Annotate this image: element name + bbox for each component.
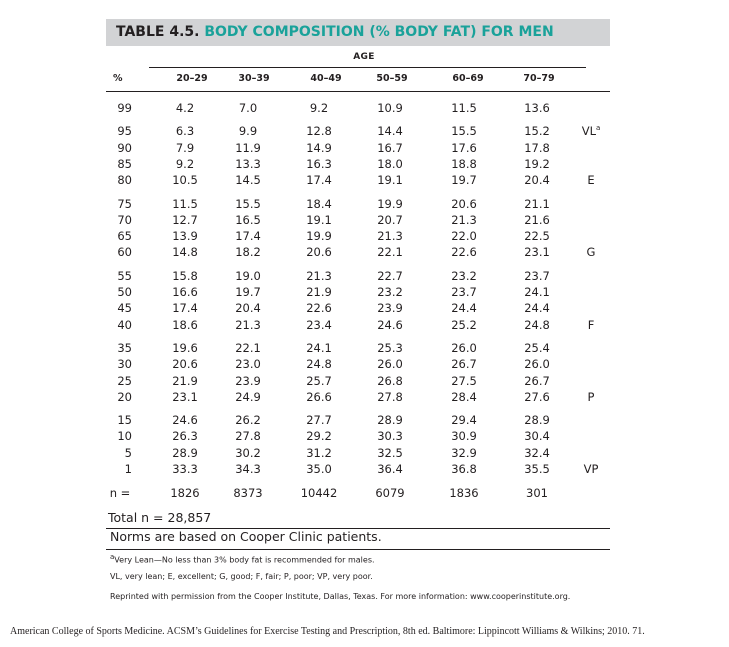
value-cell: 26.6 [306, 389, 332, 404]
value-cell: 19.9 [306, 229, 332, 244]
value-cell: 22.1 [235, 340, 261, 355]
category-cell [576, 390, 606, 404]
value-cell: 10.9 [377, 101, 403, 115]
value-cell: 17.8 [524, 140, 550, 155]
value-cell: 16.3 [306, 156, 332, 171]
table-row [0, 229, 729, 246]
value-cell: 13.3 [235, 156, 261, 171]
category-label: E [587, 173, 595, 188]
value-cell: 19.0 [235, 268, 261, 283]
table-row [0, 429, 729, 446]
percentile-cell: 80 [117, 173, 132, 188]
age-header-70-79: 70–79 [523, 73, 555, 84]
percentile-cell: 20 [117, 389, 132, 404]
value-cell: 20.4 [235, 301, 261, 316]
value-cell: 19.1 [306, 212, 332, 227]
value-cell: 9.2 [309, 101, 329, 115]
table-row [0, 157, 729, 174]
value-cell: 26.7 [451, 357, 477, 372]
value-cell: 7.0 [238, 101, 258, 115]
value-cell: 18.8 [451, 156, 477, 171]
table-row [0, 124, 729, 141]
table-number: TABLE 4.5. [116, 24, 200, 40]
value-cell: 19.7 [451, 173, 477, 188]
value-cell: 21.9 [172, 373, 198, 388]
percentile-cell: 65 [117, 229, 132, 244]
value-cell: 30.2 [235, 445, 261, 460]
value-cell: 21.6 [524, 212, 550, 227]
n-value: 8373 [233, 486, 263, 500]
value-cell: 20.6 [172, 357, 198, 372]
value-cell: 26.0 [377, 357, 403, 372]
value-cell: 18.2 [235, 245, 261, 260]
value-cell: 25.7 [306, 373, 332, 388]
percentile-cell: 25 [117, 373, 132, 388]
footnote-reprint: Reprinted with permission from the Cooper Institute, Dallas, Texas. For more information: www.cooperinstitute.org. [110, 592, 571, 601]
value-cell: 13.6 [524, 101, 550, 115]
value-cell: 24.4 [451, 301, 477, 316]
age-header-50-59: 50–59 [376, 73, 408, 84]
table-row [0, 197, 729, 214]
value-cell: 24.6 [172, 413, 198, 428]
value-cell: 19.6 [172, 340, 198, 355]
table-row [0, 301, 729, 318]
percentile-cell: 40 [117, 317, 132, 332]
percentile-cell: 5 [124, 445, 132, 460]
value-cell: 14.4 [377, 124, 403, 139]
value-cell: 28.9 [172, 445, 198, 460]
value-cell: 17.4 [306, 173, 332, 188]
value-cell: 26.2 [235, 413, 261, 428]
value-cell: 34.3 [235, 462, 261, 476]
value-cell: 22.7 [377, 268, 403, 283]
value-cell: 30.4 [524, 429, 550, 444]
value-cell: 11.5 [451, 101, 477, 115]
percentile-cell: 85 [117, 156, 132, 171]
value-cell: 27.6 [524, 389, 550, 404]
value-cell: 12.8 [306, 124, 332, 139]
value-cell: 25.3 [377, 340, 403, 355]
age-header-20-29: 20–29 [176, 73, 208, 84]
value-cell: 26.0 [451, 340, 477, 355]
n-value: 301 [526, 486, 548, 500]
value-cell: 19.9 [377, 196, 403, 211]
value-cell: 9.2 [175, 156, 195, 171]
value-cell: 33.3 [172, 462, 198, 476]
category-label: G [586, 245, 596, 260]
value-cell: 29.4 [451, 413, 477, 428]
value-cell: 27.7 [306, 413, 332, 428]
value-cell: 21.3 [377, 229, 403, 244]
value-cell: 20.6 [306, 245, 332, 260]
value-cell: 16.7 [377, 140, 403, 155]
value-cell: 27.8 [377, 389, 403, 404]
value-cell: 26.7 [524, 373, 550, 388]
percentile-cell: 30 [117, 357, 132, 372]
value-cell: 18.0 [377, 156, 403, 171]
value-cell: 28.4 [451, 389, 477, 404]
age-header-30-39: 30–39 [238, 73, 270, 84]
category-cell [576, 462, 606, 476]
citation: American College of Sports Medicine. ACSM’s Guidelines for Exercise Testing and Prescription, 8th ed. Baltimore: Lippincott Williams & Wilkins; 2010. 71. [10, 626, 645, 637]
table-title-text: BODY COMPOSITION (% BODY FAT) FOR MEN [204, 24, 554, 40]
value-cell: 22.6 [451, 245, 477, 260]
n-label: n = [109, 486, 131, 500]
value-cell: 23.2 [451, 268, 477, 283]
value-cell: 21.3 [235, 317, 261, 332]
value-cell: 23.0 [235, 357, 261, 372]
value-cell: 10.5 [172, 173, 198, 188]
value-cell: 23.7 [451, 285, 477, 299]
header-rule [106, 91, 610, 92]
footnote-abbreviations: VL, very lean; E, excellent; G, good; F, fair; P, poor; VP, very poor. [110, 572, 373, 581]
age-header-40-49: 40–49 [310, 73, 342, 84]
value-cell: 23.2 [377, 285, 403, 299]
value-cell: 23.4 [306, 317, 332, 332]
value-cell: 11.9 [235, 140, 261, 155]
table-row [0, 173, 729, 190]
value-cell: 22.0 [451, 229, 477, 244]
table-row [0, 141, 729, 158]
category-label: F [587, 317, 595, 332]
table-row [0, 462, 729, 479]
value-cell: 17.6 [451, 140, 477, 155]
percentile-cell: 55 [117, 268, 132, 283]
value-cell: 16.5 [235, 212, 261, 227]
category-label: VL [581, 124, 596, 139]
value-cell: 21.3 [451, 212, 477, 227]
value-cell: 25.4 [524, 340, 550, 355]
table-row [0, 269, 729, 286]
value-cell: 23.9 [235, 373, 261, 388]
value-cell: 32.4 [524, 445, 550, 460]
value-cell: 19.7 [235, 285, 261, 299]
value-cell: 32.9 [451, 445, 477, 460]
value-cell: 14.5 [235, 173, 261, 188]
value-cell: 17.4 [172, 301, 198, 316]
footnote-very-lean-text: Very Lean—No less than 3% body fat is recommended for males. [114, 555, 375, 565]
category-cell [576, 318, 606, 332]
age-label: AGE [353, 52, 375, 62]
category-label: VP [583, 462, 599, 476]
value-cell: 19.2 [524, 156, 550, 171]
value-cell: 7.9 [175, 140, 195, 155]
value-cell: 13.9 [172, 229, 198, 244]
footnote-rule [106, 549, 610, 550]
table-row [0, 374, 729, 391]
table-row [0, 413, 729, 430]
percentile-cell: 35 [117, 340, 132, 355]
value-cell: 24.4 [524, 301, 550, 316]
value-cell: 24.1 [524, 285, 550, 299]
table-row [0, 285, 729, 302]
value-cell: 20.4 [524, 173, 550, 188]
value-cell: 35.5 [524, 462, 550, 476]
value-cell: 23.1 [524, 245, 550, 260]
n-value: 1836 [449, 486, 479, 500]
value-cell: 30.3 [377, 429, 403, 444]
category-cell [576, 245, 606, 259]
value-cell: 28.9 [524, 413, 550, 428]
percentile-cell: 95 [117, 124, 132, 139]
n-value: 10442 [300, 486, 338, 500]
value-cell: 27.8 [235, 429, 261, 444]
value-cell: 18.6 [172, 317, 198, 332]
value-cell: 30.9 [451, 429, 477, 444]
value-cell: 36.8 [451, 462, 477, 476]
value-cell: 6.3 [175, 124, 195, 139]
value-cell: 22.1 [377, 245, 403, 260]
value-cell: 26.0 [524, 357, 550, 372]
value-cell: 4.2 [175, 101, 195, 115]
value-cell: 31.2 [306, 445, 332, 460]
value-cell: 35.0 [306, 462, 332, 476]
percentile-cell: 1 [124, 462, 132, 476]
value-cell: 25.2 [451, 317, 477, 332]
value-cell: 20.6 [451, 196, 477, 211]
percentile-cell: 70 [117, 212, 132, 227]
footnote-marker: a [110, 553, 115, 561]
value-cell: 24.1 [306, 340, 332, 355]
table-title [106, 19, 610, 46]
n-value: 1826 [170, 486, 200, 500]
percentile-cell: 45 [117, 301, 132, 316]
value-cell: 23.7 [524, 268, 550, 283]
table-row [0, 357, 729, 374]
table-row [0, 245, 729, 262]
percentile-cell: 90 [117, 140, 132, 155]
value-cell: 23.1 [172, 389, 198, 404]
value-cell: 11.5 [172, 196, 198, 211]
norms-note: Norms are based on Cooper Clinic patients. [110, 529, 382, 544]
value-cell: 18.4 [306, 196, 332, 211]
value-cell: 21.1 [524, 196, 550, 211]
value-cell: 16.6 [172, 285, 198, 299]
value-cell: 28.9 [377, 413, 403, 428]
value-cell: 15.8 [172, 268, 198, 283]
value-cell: 26.3 [172, 429, 198, 444]
percentile-cell: 75 [117, 196, 132, 211]
value-cell: 15.2 [524, 124, 550, 139]
table-row [0, 213, 729, 230]
table-row [0, 101, 729, 118]
value-cell: 12.7 [172, 212, 198, 227]
percentile-cell: 60 [117, 245, 132, 260]
percentile-cell: 99 [117, 101, 132, 115]
value-cell: 14.8 [172, 245, 198, 260]
table-row [0, 446, 729, 463]
value-cell: 21.9 [306, 285, 332, 299]
age-header-60-69: 60–69 [452, 73, 484, 84]
value-cell: 24.6 [377, 317, 403, 332]
total-n: Total n = 28,857 [108, 510, 212, 525]
value-cell: 14.9 [306, 140, 332, 155]
table-row [0, 318, 729, 335]
percentile-cell: 15 [117, 413, 132, 428]
value-cell: 21.3 [306, 268, 332, 283]
age-rule [149, 67, 586, 68]
category-cell [576, 124, 606, 138]
value-cell: 24.8 [524, 317, 550, 332]
footnote-very-lean [110, 553, 375, 565]
value-cell: 27.5 [451, 373, 477, 388]
value-cell: 22.5 [524, 229, 550, 244]
value-cell: 23.9 [377, 301, 403, 316]
percentile-cell: 50 [117, 285, 132, 299]
table-row [0, 390, 729, 407]
value-cell: 22.6 [306, 301, 332, 316]
value-cell: 32.5 [377, 445, 403, 460]
value-cell: 9.9 [238, 124, 258, 139]
value-cell: 24.8 [306, 357, 332, 372]
category-footnote-marker: a [595, 124, 601, 133]
percentile-cell: 10 [117, 429, 132, 444]
value-cell: 20.7 [377, 212, 403, 227]
table-row [0, 341, 729, 358]
category-cell [576, 173, 606, 187]
value-cell: 36.4 [377, 462, 403, 476]
percentile-header: % [113, 73, 123, 84]
value-cell: 24.9 [235, 389, 261, 404]
value-cell: 26.8 [377, 373, 403, 388]
value-cell: 29.2 [306, 429, 332, 444]
value-cell: 15.5 [235, 196, 261, 211]
n-value: 6079 [375, 486, 405, 500]
value-cell: 15.5 [451, 124, 477, 139]
value-cell: 19.1 [377, 173, 403, 188]
category-label: P [587, 389, 595, 404]
value-cell: 17.4 [235, 229, 261, 244]
